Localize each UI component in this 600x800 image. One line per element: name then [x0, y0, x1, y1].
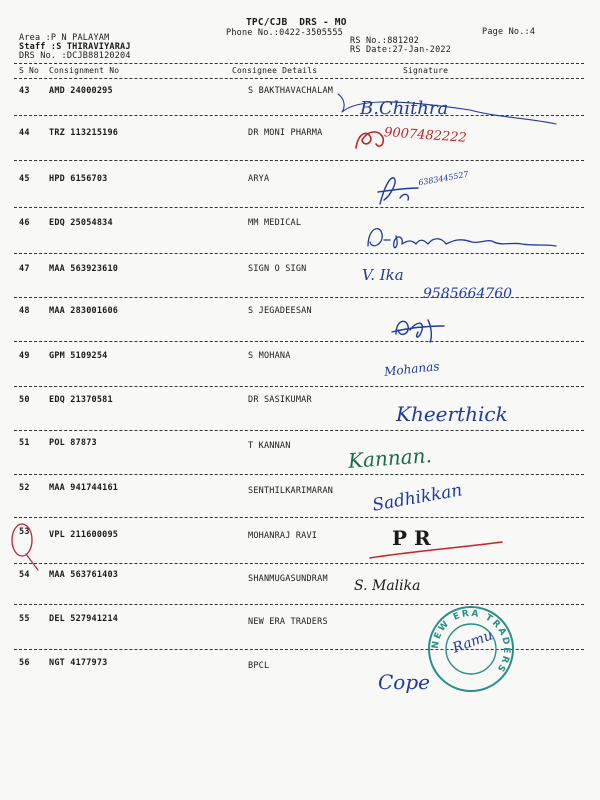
row-consignment: MAA 563761403 — [49, 570, 119, 580]
row-consignee: S JEGADEESAN — [248, 306, 312, 316]
row-sno: 56 — [19, 658, 30, 668]
row-53-circle-mark — [4, 512, 44, 572]
row-consignee: DR MONI PHARMA — [248, 128, 323, 138]
row-divider — [14, 474, 584, 475]
row-consignment: MAA 563923610 — [49, 264, 119, 274]
column-sno: S No — [19, 66, 40, 75]
row-consignee: SENTHILKARIMARAN — [248, 486, 334, 496]
header-divider-bottom — [14, 78, 584, 79]
row-consignee: S MOHANA — [248, 351, 291, 361]
row-sno: 55 — [19, 614, 30, 624]
row-divider — [14, 207, 584, 208]
row-sno: 48 — [19, 306, 30, 316]
signature-46 — [362, 216, 562, 256]
signature-48 — [388, 312, 448, 346]
signature-44-phone: 9007482222 — [383, 125, 468, 146]
page-number: Page No.:4 — [482, 27, 536, 37]
row-consignee: DR SASIKUMAR — [248, 395, 312, 405]
row-consignment: AMD 24000295 — [49, 86, 113, 96]
signature-56: Cope — [378, 670, 430, 694]
row-consignee: SIGN O SIGN — [248, 264, 307, 274]
row-consignment: MAA 941744161 — [49, 483, 119, 493]
signature-51: Kannan. — [347, 443, 433, 473]
row-consignment: MAA 283001606 — [49, 306, 119, 316]
stamp-signature: Ramu — [450, 627, 495, 657]
row-consignment: TRZ 113215196 — [49, 128, 119, 138]
row-divider — [14, 341, 584, 342]
row-sno: 53 — [19, 527, 30, 537]
signature-53-lines — [366, 522, 506, 566]
rs-date: RS Date:27-Jan-2022 — [350, 45, 452, 55]
signature-54: S. Malika — [354, 578, 421, 594]
row-consignee: S BAKTHAVACHALAM — [248, 86, 334, 96]
row-consignee: BPCL — [248, 661, 270, 671]
signature-47-phone: 9585664760 — [423, 286, 513, 302]
drs-number: DRS No. :DCJB88120204 — [19, 51, 131, 61]
row-sno: 44 — [19, 128, 30, 138]
signature-52: Sadhikkan — [370, 480, 464, 516]
row-consignee: NEW ERA TRADERS — [248, 617, 328, 627]
row-consignment: DEL 527941214 — [49, 614, 119, 624]
row-sno: 47 — [19, 264, 30, 274]
row-consignment: POL 87873 — [49, 438, 97, 448]
signature-43: B.Chithra — [360, 98, 449, 119]
row-consignment: EDQ 25054834 — [49, 218, 113, 228]
stamp-ring-text: NEW ERA TRADERS — [430, 608, 512, 675]
header-divider-top — [14, 63, 584, 64]
row-sno: 49 — [19, 351, 30, 361]
row-sno: 52 — [19, 483, 30, 493]
signature-45-phone: 6383445527 — [417, 169, 470, 188]
staff-label: Staff :S THIRAVIYARAJ — [19, 42, 131, 52]
row-sno: 46 — [19, 218, 30, 228]
signature-45-scrawl — [372, 170, 422, 210]
row-consignee: ARYA — [248, 174, 270, 184]
signature-47: V. Ika — [362, 266, 404, 284]
row-sno: 51 — [19, 438, 30, 448]
row-consignment: EDQ 21370581 — [49, 395, 113, 405]
column-consignment: Consignment No — [49, 66, 120, 75]
area-label: Area :P N PALAYAM — [19, 33, 110, 43]
row-consignment: HPD 6156703 — [49, 174, 108, 184]
rs-number: RS No.:881202 — [350, 36, 420, 46]
row-consignee: MM MEDICAL — [248, 218, 302, 228]
row-consignee: MOHANRAJ RAVI — [248, 531, 318, 541]
row-consignee: T KANNAN — [248, 441, 291, 451]
signature-50: Kheerthick — [396, 402, 508, 426]
column-consignee: Consignee Details — [232, 66, 318, 75]
row-sno: 45 — [19, 174, 30, 184]
row-consignment: VPL 211600095 — [49, 530, 119, 540]
sheet-title: TPC/CJB DRS - MO — [246, 17, 347, 28]
column-signature: Signature — [403, 66, 449, 75]
row-divider — [14, 430, 584, 431]
phone-number: Phone No.:0422-3505555 — [226, 28, 343, 38]
row-consignment: GPM 5109254 — [49, 351, 108, 361]
row-consignee: SHANMUGASUNDRAM — [248, 574, 328, 584]
row-sno: 50 — [19, 395, 30, 405]
row-divider — [14, 517, 584, 518]
row-sno: 54 — [19, 570, 30, 580]
row-consignment: NGT 4177973 — [49, 658, 108, 668]
row-divider — [14, 160, 584, 161]
signature-53: P R — [392, 526, 431, 550]
row-divider — [14, 386, 584, 387]
row-sno: 43 — [19, 86, 30, 96]
signature-49: Mohanas — [383, 359, 441, 379]
